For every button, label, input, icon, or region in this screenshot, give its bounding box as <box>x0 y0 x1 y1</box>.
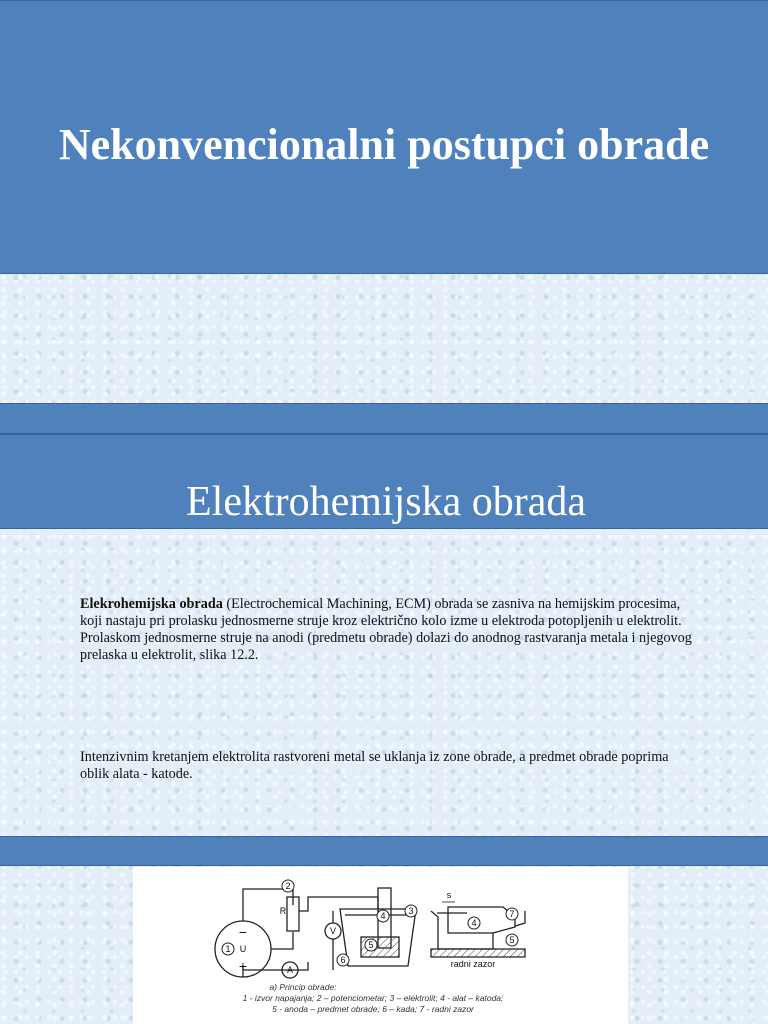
ecm-diagram-figure <box>133 867 628 1024</box>
label-2: 2 <box>285 881 291 891</box>
term-bold: Elekrohemijska obrada <box>80 596 223 612</box>
label-a: A <box>286 965 294 975</box>
caption-line-2: 5 - anoda – predmet obrade; 6 – kada; 7 - radni zazor <box>272 1004 474 1014</box>
paragraph-electrolyte: Intenzivnim kretanjem elektrolita rastvoreni metal se uklanja iz zone obrade, a predmet obrade poprima oblik alata - katode. <box>80 749 669 782</box>
ecm-principle-diagram <box>133 867 628 1024</box>
label-4b: 4 <box>471 918 477 928</box>
label-minus: − <box>238 924 248 940</box>
caption-title: a) Princip obrade: <box>269 982 337 992</box>
caption-line-1: 1 - izvor napajanja; 2 – potenciometar; 3 – elektrolit; 4 - alat – katoda; <box>242 993 504 1003</box>
label-1: 1 <box>225 944 231 954</box>
label-gap: radni zazor <box>450 959 496 969</box>
label-3: 3 <box>408 906 414 916</box>
label-s: s <box>446 890 452 900</box>
label-7: 7 <box>509 909 515 919</box>
label-6: 6 <box>340 955 346 965</box>
slide-divider-band <box>0 403 768 434</box>
label-v: V <box>329 926 337 936</box>
label-plus: + <box>238 958 248 974</box>
label-r: R <box>279 906 287 916</box>
label-5: 5 <box>368 940 374 950</box>
bottom-band <box>0 836 768 866</box>
label-5b: 5 <box>509 935 515 945</box>
section-title: Elektrohemijska obrada <box>186 479 587 525</box>
slide-title: Nekonvencionalni postupci obrade <box>58 120 710 169</box>
label-u: U <box>239 944 247 954</box>
label-4: 4 <box>380 911 386 921</box>
paragraph-text: (Electrochemical Machining, ECM) obrada se zasniva na hemijskim procesima, koji nastaju pri prolasku jednosmerne struje kroz električno kolo izme u elektroda potopljenih u elektrolit. Prolaskom jednosmerne struje na anodi (predmetu obrade) dolazi do anodnog rastvaranja metala i njegovog prelaska u elektrolit, slika 12.2. <box>80 596 692 663</box>
paragraph-ecm-intro <box>80 596 700 664</box>
